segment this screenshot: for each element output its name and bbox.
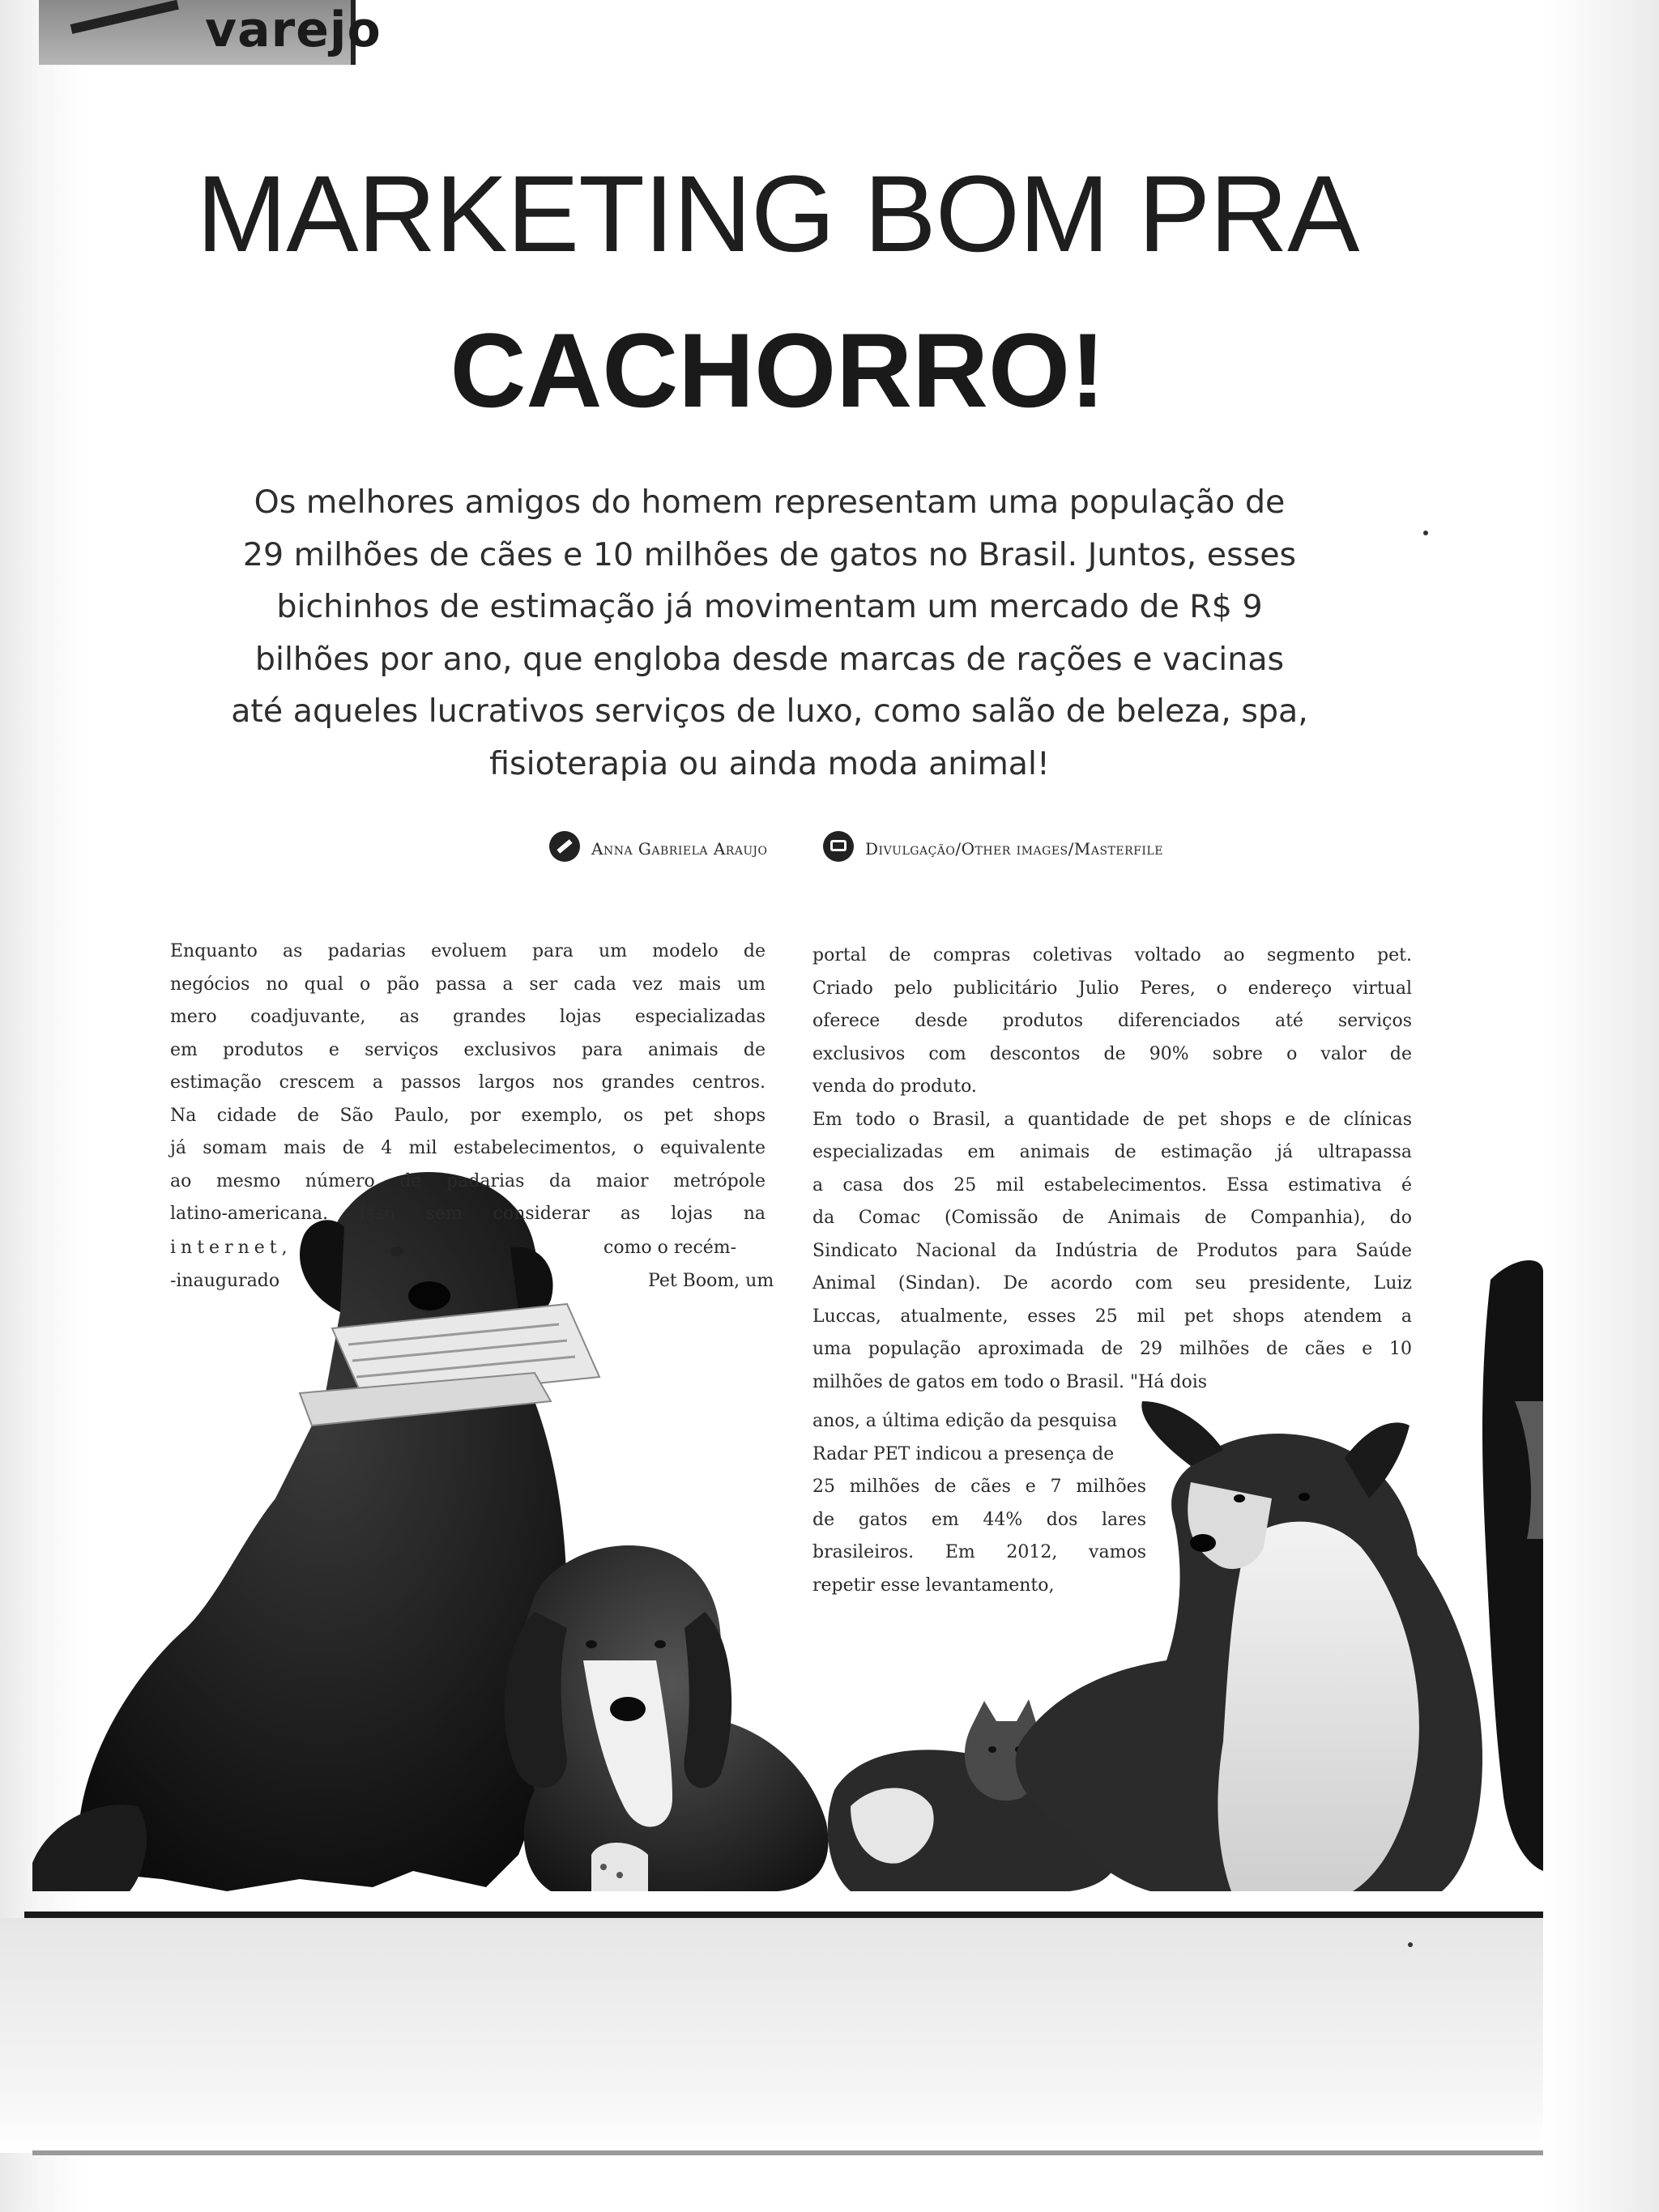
lower-margin bbox=[0, 1918, 1543, 2153]
body-line: Radar PET indicou a presença de bbox=[812, 1443, 1115, 1464]
body-line: 25 milhões de cães e 7 milhões bbox=[812, 1477, 1146, 1497]
body-line: milhões de gatos em todo o Brasil. "Há dois bbox=[812, 1371, 1208, 1392]
lead-line: bilhões por ano, que engloba desde marcas de rações e vacinas bbox=[254, 640, 1285, 678]
pen-icon bbox=[549, 831, 580, 862]
body-line: Sindicato Nacional da Indústria de Produtos para Saúde bbox=[812, 1240, 1412, 1261]
section-tag bbox=[39, 0, 382, 65]
body-column-left bbox=[170, 936, 766, 1231]
footer-rule bbox=[32, 2150, 1543, 2155]
lead-line: 29 milhões de cães e 10 milhões de gatos no Brasil. Juntos, esses bbox=[242, 535, 1297, 573]
headline-line-1: MARKETING BOM PRA bbox=[196, 154, 1359, 275]
body-line: Luccas, atualmente, esses 25 mil pet shops atendem a bbox=[812, 1306, 1412, 1327]
credits bbox=[549, 831, 1278, 872]
author-credit: Anna Gabriela Araujo bbox=[591, 839, 768, 859]
body-line: mero coadjuvante, as grandes lojas especializadas bbox=[170, 1007, 766, 1027]
camera-icon bbox=[823, 831, 854, 862]
body-line: Em todo o Brasil, a quantidade de pet shops e de clínicas bbox=[812, 1109, 1412, 1130]
body-column-right bbox=[812, 940, 1412, 1399]
scan-speck bbox=[1423, 531, 1428, 535]
body-line: ao mesmo número de padarias da maior metrópole bbox=[170, 1170, 766, 1191]
basset-hound-figure bbox=[505, 1545, 829, 1891]
body-line: especializadas em animais de estimação já ultrapassa bbox=[812, 1142, 1412, 1162]
body-line: de gatos em 44% dos lares bbox=[812, 1509, 1146, 1530]
body-column-right-wrap bbox=[812, 1405, 1146, 1602]
body-line: portal de compras coletivas voltado ao segmento pet. bbox=[812, 945, 1412, 965]
body-fragment: internet, bbox=[170, 1238, 292, 1258]
partial-dog-figure bbox=[1482, 1260, 1543, 1871]
body-fragment: como o recém- bbox=[603, 1238, 737, 1258]
body-line: a casa dos 25 mil estabelecimentos. Essa estimativa é bbox=[812, 1174, 1412, 1196]
body-fragment: Pet Boom, um bbox=[648, 1271, 774, 1291]
photo-credit: Divulgação/Other images/Masterfile bbox=[865, 839, 1163, 859]
body-line: da Comac (Comissão de Animais de Companhia), do bbox=[812, 1208, 1412, 1228]
photo-bottom-rule bbox=[24, 1912, 1543, 1918]
body-line: oferece desde produtos diferenciados até serviços bbox=[812, 1011, 1412, 1031]
body-line: estimação crescem a passos largos nos grandes centros. bbox=[170, 1072, 766, 1093]
lead-line: até aqueles lucrativos serviços de luxo, como salão de beleza, spa, bbox=[231, 693, 1308, 730]
body-line: brasileiros. Em 2012, vamos bbox=[812, 1542, 1146, 1562]
scan-speck bbox=[1408, 1942, 1413, 1947]
lead-line: Os melhores amigos do homem representam uma população de bbox=[254, 484, 1286, 521]
body-line: Na cidade de São Paulo, por exemplo, os pet shops bbox=[170, 1105, 766, 1126]
body-line: negócios no qual o pão passa a ser cada vez mais um bbox=[170, 974, 766, 995]
slash-decoration bbox=[70, 0, 179, 34]
body-line: em produtos e serviços exclusivos para animais de bbox=[170, 1039, 766, 1060]
body-line: uma população aproximada de 29 milhões de cães e 10 bbox=[812, 1339, 1412, 1359]
body-line: latino-americana. Isso sem considerar as lojas na bbox=[170, 1204, 766, 1224]
lead-paragraph bbox=[182, 476, 1357, 790]
section-label: varejo bbox=[205, 2, 382, 58]
body-line: Criado pelo publicitário Julio Peres, o endereço virtual bbox=[812, 978, 1412, 999]
body-line: Enquanto as padarias evoluem para um modelo de bbox=[170, 941, 766, 961]
body-line: exclusivos com descontos de 90% sobre o valor de bbox=[812, 1043, 1412, 1064]
lead-line: bichinhos de estimação já movimentam um mercado de R$ 9 bbox=[276, 588, 1263, 625]
body-fragment: -inaugurado bbox=[170, 1271, 280, 1291]
body-line: repetir esse levantamento, bbox=[812, 1575, 1055, 1596]
large-dog-figure bbox=[32, 1172, 599, 1891]
body-line: venda do produto. bbox=[812, 1076, 977, 1097]
body-line: anos, a última edição da pesquisa bbox=[812, 1411, 1118, 1431]
headline-line-2: CACHORRO! bbox=[450, 311, 1106, 429]
lead-line: fisioterapia ou ainda moda animal! bbox=[489, 744, 1050, 782]
body-line: Animal (Sindan). De acordo com seu presidente, Luiz bbox=[812, 1273, 1412, 1294]
body-line: já somam mais de 4 mil estabelecimentos, o equivalente bbox=[170, 1138, 766, 1158]
page-edge bbox=[1543, 0, 1659, 2212]
